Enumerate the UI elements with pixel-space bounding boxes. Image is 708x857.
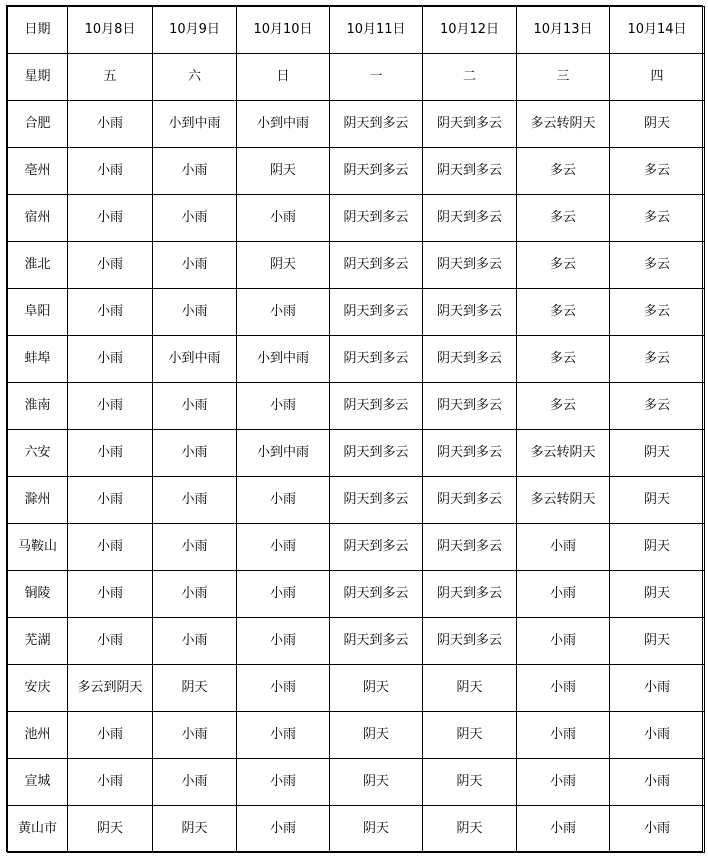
- table-row: [8, 336, 705, 383]
- table-row: [8, 477, 705, 524]
- city-name-cell: 淮北: [8, 242, 68, 289]
- forecast-cell: 小到中雨: [237, 336, 330, 383]
- date-header-cell: 10月14日: [610, 7, 705, 54]
- table-row: [8, 571, 705, 618]
- forecast-cell: 小雨: [68, 383, 153, 430]
- city-name-cell: 阜阳: [8, 289, 68, 336]
- forecast-cell: 小到中雨: [153, 336, 237, 383]
- table-row: [8, 101, 705, 148]
- forecast-cell: 小雨: [237, 759, 330, 806]
- weekday-header-cell: 一: [330, 54, 423, 101]
- forecast-cell: 小雨: [237, 383, 330, 430]
- city-name-cell: 蚌埠: [8, 336, 68, 383]
- forecast-cell: 多云: [517, 242, 610, 289]
- forecast-cell: 阴天到多云: [423, 101, 517, 148]
- weekday-header-cell: 三: [517, 54, 610, 101]
- table-row: [8, 759, 705, 806]
- forecast-cell: 多云: [610, 336, 705, 383]
- forecast-cell: 阴天: [610, 101, 705, 148]
- forecast-cell: 小雨: [517, 665, 610, 712]
- city-name-cell: 马鞍山: [8, 524, 68, 571]
- city-name-cell: 合肥: [8, 101, 68, 148]
- city-name-cell: 池州: [8, 712, 68, 759]
- forecast-cell: 小雨: [517, 571, 610, 618]
- forecast-cell: 多云: [610, 195, 705, 242]
- forecast-cell: 多云转阴天: [517, 477, 610, 524]
- table-row: [8, 195, 705, 242]
- forecast-cell: 阴天: [330, 665, 423, 712]
- forecast-cell: 阴天: [423, 806, 517, 853]
- forecast-cell: 阴天到多云: [423, 383, 517, 430]
- city-name-cell: 六安: [8, 430, 68, 477]
- forecast-cell: 多云: [610, 148, 705, 195]
- forecast-cell: 阴天: [153, 665, 237, 712]
- weekday-header-cell: 六: [153, 54, 237, 101]
- forecast-cell: 阴天: [153, 806, 237, 853]
- forecast-cell: 小雨: [610, 665, 705, 712]
- forecast-cell: 小雨: [153, 477, 237, 524]
- forecast-cell: 小雨: [237, 571, 330, 618]
- forecast-cell: 小雨: [237, 195, 330, 242]
- forecast-cell: 多云: [517, 336, 610, 383]
- forecast-cell: 阴天到多云: [423, 430, 517, 477]
- forecast-cell: 多云: [517, 383, 610, 430]
- city-name-cell: 滁州: [8, 477, 68, 524]
- forecast-cell: 小雨: [153, 571, 237, 618]
- forecast-table-frame: [6, 5, 703, 852]
- date-header-row: [8, 7, 705, 54]
- city-name-cell: 宿州: [8, 195, 68, 242]
- forecast-cell: 阴天: [610, 524, 705, 571]
- forecast-cell: 小雨: [237, 665, 330, 712]
- date-header-cell: 10月10日: [237, 7, 330, 54]
- weekday-header-cell: 二: [423, 54, 517, 101]
- forecast-cell: 小雨: [610, 806, 705, 853]
- weekday-header-cell: 四: [610, 54, 705, 101]
- forecast-cell: 阴天: [423, 712, 517, 759]
- date-header-cell: 10月13日: [517, 7, 610, 54]
- forecast-cell: 阴天到多云: [330, 195, 423, 242]
- date-header-cell: 10月8日: [68, 7, 153, 54]
- forecast-cell: 小到中雨: [237, 101, 330, 148]
- forecast-cell: 阴天到多云: [423, 195, 517, 242]
- forecast-cell: 阴天: [423, 665, 517, 712]
- forecast-cell: 小雨: [517, 618, 610, 665]
- forecast-cell: 小雨: [153, 759, 237, 806]
- forecast-cell: 小雨: [68, 759, 153, 806]
- date-header-cell: 10月9日: [153, 7, 237, 54]
- weather-forecast-table: [7, 6, 705, 853]
- forecast-cell: 阴天到多云: [330, 571, 423, 618]
- forecast-cell: 小雨: [68, 148, 153, 195]
- forecast-table-body: [8, 7, 705, 853]
- forecast-cell: 阴天到多云: [423, 336, 517, 383]
- forecast-cell: 小雨: [237, 477, 330, 524]
- forecast-cell: 阴天: [330, 759, 423, 806]
- forecast-cell: 阴天到多云: [423, 618, 517, 665]
- forecast-cell: 阴天到多云: [330, 383, 423, 430]
- forecast-cell: 多云到阴天: [68, 665, 153, 712]
- forecast-cell: 多云: [610, 289, 705, 336]
- forecast-cell: 小雨: [610, 712, 705, 759]
- forecast-cell: 小雨: [237, 712, 330, 759]
- forecast-cell: 小雨: [68, 101, 153, 148]
- table-row: [8, 806, 705, 853]
- forecast-cell: 小雨: [153, 148, 237, 195]
- forecast-cell: 阴天: [237, 242, 330, 289]
- forecast-cell: 多云: [610, 242, 705, 289]
- forecast-cell: 阴天到多云: [423, 242, 517, 289]
- table-row: [8, 665, 705, 712]
- table-row: [8, 383, 705, 430]
- forecast-cell: 小雨: [68, 430, 153, 477]
- forecast-cell: 小雨: [237, 806, 330, 853]
- weekday-header-row: [8, 54, 705, 101]
- forecast-cell: 阴天到多云: [330, 336, 423, 383]
- city-name-cell: 宣城: [8, 759, 68, 806]
- forecast-cell: 小雨: [153, 242, 237, 289]
- table-row: [8, 148, 705, 195]
- table-row: [8, 289, 705, 336]
- date-corner-cell: 日期: [8, 7, 68, 54]
- forecast-cell: 小雨: [68, 477, 153, 524]
- forecast-cell: 多云: [517, 148, 610, 195]
- forecast-cell: 小雨: [68, 242, 153, 289]
- forecast-cell: 阴天到多云: [423, 477, 517, 524]
- forecast-cell: 小雨: [68, 571, 153, 618]
- forecast-cell: 小雨: [68, 618, 153, 665]
- forecast-cell: 阴天到多云: [330, 524, 423, 571]
- city-name-cell: 黄山市: [8, 806, 68, 853]
- weekday-header-cell: 五: [68, 54, 153, 101]
- forecast-cell: 多云: [610, 383, 705, 430]
- forecast-cell: 小雨: [68, 524, 153, 571]
- forecast-cell: 小雨: [237, 289, 330, 336]
- forecast-cell: 阴天到多云: [330, 101, 423, 148]
- forecast-cell: 阴天到多云: [423, 148, 517, 195]
- forecast-cell: 阴天到多云: [330, 430, 423, 477]
- forecast-cell: 小雨: [68, 336, 153, 383]
- forecast-cell: 小雨: [153, 712, 237, 759]
- forecast-cell: 小到中雨: [153, 101, 237, 148]
- forecast-cell: 多云: [517, 289, 610, 336]
- forecast-cell: 小雨: [153, 618, 237, 665]
- forecast-cell: 小雨: [153, 430, 237, 477]
- table-row: [8, 712, 705, 759]
- forecast-cell: 小雨: [517, 759, 610, 806]
- forecast-cell: 阴天: [610, 571, 705, 618]
- forecast-cell: 小雨: [517, 806, 610, 853]
- city-name-cell: 安庆: [8, 665, 68, 712]
- weekday-header-cell: 日: [237, 54, 330, 101]
- forecast-cell: 阴天到多云: [330, 242, 423, 289]
- city-name-cell: 淮南: [8, 383, 68, 430]
- forecast-cell: 小雨: [237, 618, 330, 665]
- forecast-cell: 阴天到多云: [423, 524, 517, 571]
- forecast-cell: 小雨: [68, 195, 153, 242]
- forecast-cell: 小雨: [153, 195, 237, 242]
- forecast-cell: 小雨: [153, 524, 237, 571]
- table-row: [8, 242, 705, 289]
- forecast-cell: 小到中雨: [237, 430, 330, 477]
- forecast-cell: 阴天: [68, 806, 153, 853]
- forecast-cell: 多云转阴天: [517, 430, 610, 477]
- forecast-cell: 阴天: [330, 712, 423, 759]
- forecast-cell: 阴天: [610, 430, 705, 477]
- forecast-cell: 阴天: [610, 477, 705, 524]
- forecast-cell: 多云: [517, 195, 610, 242]
- forecast-cell: 阴天到多云: [423, 571, 517, 618]
- forecast-cell: 阴天到多云: [330, 289, 423, 336]
- forecast-cell: 小雨: [517, 524, 610, 571]
- forecast-cell: 小雨: [153, 289, 237, 336]
- forecast-cell: 阴天到多云: [330, 148, 423, 195]
- forecast-cell: 阴天到多云: [330, 618, 423, 665]
- forecast-cell: 小雨: [237, 524, 330, 571]
- date-header-cell: 10月11日: [330, 7, 423, 54]
- weekday-corner-cell: 星期: [8, 54, 68, 101]
- forecast-cell: 阴天到多云: [423, 289, 517, 336]
- forecast-cell: 小雨: [610, 759, 705, 806]
- city-name-cell: 芜湖: [8, 618, 68, 665]
- forecast-cell: 阴天: [237, 148, 330, 195]
- city-name-cell: 铜陵: [8, 571, 68, 618]
- city-name-cell: 亳州: [8, 148, 68, 195]
- forecast-cell: 小雨: [517, 712, 610, 759]
- forecast-cell: 阴天: [610, 618, 705, 665]
- table-row: [8, 618, 705, 665]
- table-row: [8, 430, 705, 477]
- date-header-cell: 10月12日: [423, 7, 517, 54]
- forecast-cell: 小雨: [153, 383, 237, 430]
- table-row: [8, 524, 705, 571]
- forecast-cell: 阴天到多云: [330, 477, 423, 524]
- forecast-cell: 阴天: [330, 806, 423, 853]
- forecast-cell: 小雨: [68, 289, 153, 336]
- forecast-cell: 多云转阴天: [517, 101, 610, 148]
- forecast-cell: 阴天: [423, 759, 517, 806]
- forecast-cell: 小雨: [68, 712, 153, 759]
